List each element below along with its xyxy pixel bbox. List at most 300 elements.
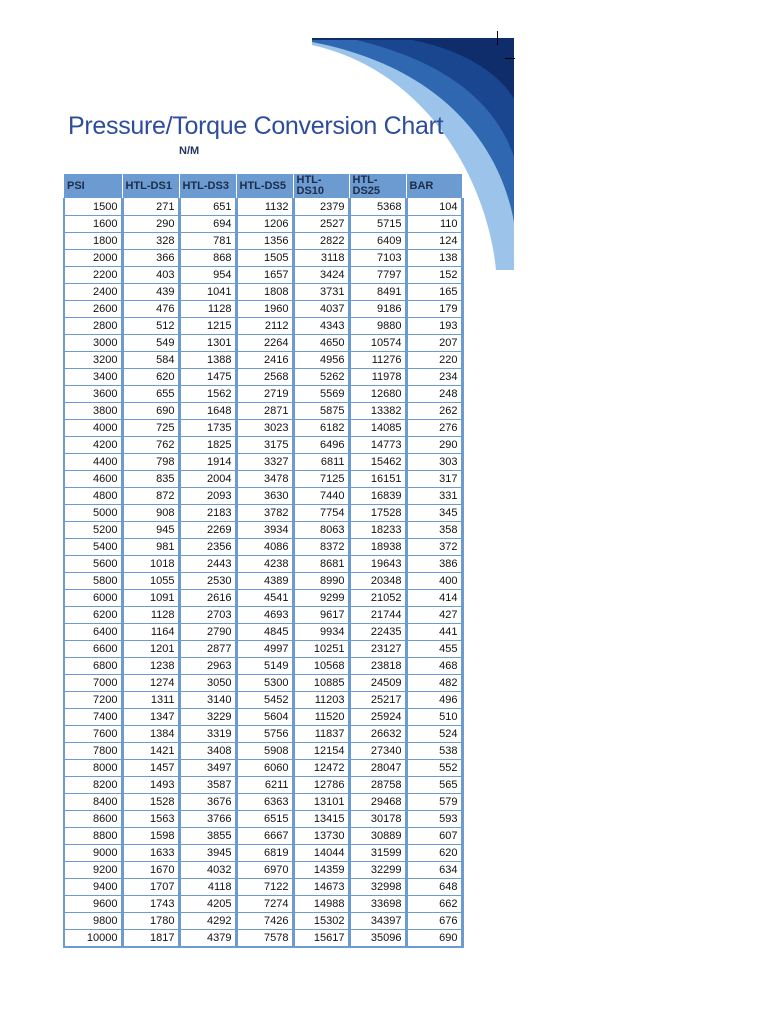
- table-cell: 7578: [236, 930, 293, 948]
- table-cell: 220: [406, 352, 462, 369]
- table-cell: 1817: [122, 930, 179, 948]
- table-cell: 1914: [179, 454, 236, 471]
- table-row: [64, 607, 462, 624]
- table-cell: 6819: [236, 845, 293, 862]
- table-cell: 10574: [349, 335, 406, 352]
- table-cell: 6211: [236, 777, 293, 794]
- table-cell: 565: [406, 777, 462, 794]
- table-cell: 366: [122, 250, 179, 267]
- table-cell: 439: [122, 284, 179, 301]
- table-cell: 1206: [236, 216, 293, 233]
- table-cell: 3200: [64, 352, 122, 369]
- table-cell: 15462: [349, 454, 406, 471]
- table-cell: 4541: [236, 590, 293, 607]
- table-cell: 4693: [236, 607, 293, 624]
- table-cell: 455: [406, 641, 462, 658]
- table-cell: 9600: [64, 896, 122, 913]
- table-cell: 11276: [349, 352, 406, 369]
- table-cell: 110: [406, 216, 462, 233]
- header-htl-ds25: HTL-DS25: [349, 174, 406, 199]
- table-body: [64, 199, 462, 948]
- table-cell: 8600: [64, 811, 122, 828]
- table-row: [64, 403, 462, 420]
- table-cell: 6060: [236, 760, 293, 777]
- table-cell: 3400: [64, 369, 122, 386]
- table-cell: 13101: [293, 794, 349, 811]
- table-cell: 7103: [349, 250, 406, 267]
- table-cell: 5800: [64, 573, 122, 590]
- table-cell: 7400: [64, 709, 122, 726]
- table-cell: 124: [406, 233, 462, 250]
- table-cell: 872: [122, 488, 179, 505]
- table-cell: 4200: [64, 437, 122, 454]
- table-cell: 2000: [64, 250, 122, 267]
- table-cell: 7797: [349, 267, 406, 284]
- table-cell: 694: [179, 216, 236, 233]
- table-cell: 2530: [179, 573, 236, 590]
- table-cell: 403: [122, 267, 179, 284]
- table-cell: 2200: [64, 267, 122, 284]
- table-cell: 10568: [293, 658, 349, 675]
- table-cell: 14988: [293, 896, 349, 913]
- table-cell: 3140: [179, 692, 236, 709]
- table-row: [64, 573, 462, 590]
- table-cell: 3408: [179, 743, 236, 760]
- table-cell: 676: [406, 913, 462, 930]
- table-cell: 3600: [64, 386, 122, 403]
- table-cell: 11837: [293, 726, 349, 743]
- table-cell: 104: [406, 199, 462, 216]
- table-cell: 345: [406, 505, 462, 522]
- table-cell: 165: [406, 284, 462, 301]
- table-cell: 12472: [293, 760, 349, 777]
- table-cell: 1528: [122, 794, 179, 811]
- table-cell: 24509: [349, 675, 406, 692]
- table-cell: 14359: [293, 862, 349, 879]
- table-cell: 5149: [236, 658, 293, 675]
- table-cell: 9400: [64, 879, 122, 896]
- header-htl-ds5: HTL-DS5: [236, 174, 293, 199]
- table-row: [64, 437, 462, 454]
- table-cell: 1825: [179, 437, 236, 454]
- table-row: [64, 386, 462, 403]
- table-cell: 26632: [349, 726, 406, 743]
- table-cell: 331: [406, 488, 462, 505]
- table-cell: 3175: [236, 437, 293, 454]
- table-cell: 3782: [236, 505, 293, 522]
- table-cell: 662: [406, 896, 462, 913]
- table-row: [64, 658, 462, 675]
- table-cell: 6970: [236, 862, 293, 879]
- header-htl-ds10: HTL-DS10: [293, 174, 349, 199]
- table-cell: 5875: [293, 403, 349, 420]
- table-cell: 5200: [64, 522, 122, 539]
- table-cell: 23127: [349, 641, 406, 658]
- table-cell: 6400: [64, 624, 122, 641]
- table-cell: 8990: [293, 573, 349, 590]
- table-cell: 1238: [122, 658, 179, 675]
- table-cell: 5300: [236, 675, 293, 692]
- table-cell: 2871: [236, 403, 293, 420]
- table-row: [64, 913, 462, 930]
- table-row: [64, 896, 462, 913]
- table-cell: 14044: [293, 845, 349, 862]
- table-row: [64, 216, 462, 233]
- table-cell: 4956: [293, 352, 349, 369]
- table-cell: 1800: [64, 233, 122, 250]
- table-row: [64, 318, 462, 335]
- table-cell: 5908: [236, 743, 293, 760]
- table-cell: 3050: [179, 675, 236, 692]
- table-cell: 32299: [349, 862, 406, 879]
- table-row: [64, 556, 462, 573]
- table-cell: 14673: [293, 879, 349, 896]
- table-cell: 1648: [179, 403, 236, 420]
- table-cell: 690: [406, 930, 462, 948]
- table-cell: 2183: [179, 505, 236, 522]
- table-cell: 33698: [349, 896, 406, 913]
- table-cell: 4292: [179, 913, 236, 930]
- table-cell: 1960: [236, 301, 293, 318]
- table-cell: 14773: [349, 437, 406, 454]
- table-cell: 386: [406, 556, 462, 573]
- table-cell: 15617: [293, 930, 349, 948]
- table-cell: 358: [406, 522, 462, 539]
- table-cell: 179: [406, 301, 462, 318]
- table-cell: 512: [122, 318, 179, 335]
- table-cell: 4400: [64, 454, 122, 471]
- table-cell: 1808: [236, 284, 293, 301]
- table-cell: 3855: [179, 828, 236, 845]
- table-cell: 13730: [293, 828, 349, 845]
- table-row: [64, 743, 462, 760]
- table-cell: 4845: [236, 624, 293, 641]
- table-row: [64, 471, 462, 488]
- table-row: [64, 505, 462, 522]
- table-cell: 8372: [293, 539, 349, 556]
- table-cell: 6409: [349, 233, 406, 250]
- table-cell: 7122: [236, 879, 293, 896]
- table-cell: 1563: [122, 811, 179, 828]
- table-cell: 7125: [293, 471, 349, 488]
- table-cell: 248: [406, 386, 462, 403]
- table-cell: 690: [122, 403, 179, 420]
- table-cell: 1384: [122, 726, 179, 743]
- table-row: [64, 301, 462, 318]
- table-cell: 549: [122, 335, 179, 352]
- table-cell: 15302: [293, 913, 349, 930]
- table-cell: 31599: [349, 845, 406, 862]
- table-cell: 4086: [236, 539, 293, 556]
- table-cell: 2527: [293, 216, 349, 233]
- table-cell: 5600: [64, 556, 122, 573]
- table-cell: 290: [122, 216, 179, 233]
- table-row: [64, 233, 462, 250]
- table-cell: 2616: [179, 590, 236, 607]
- table-cell: 8681: [293, 556, 349, 573]
- table-cell: 634: [406, 862, 462, 879]
- table-row: [64, 777, 462, 794]
- table-cell: 8400: [64, 794, 122, 811]
- table-cell: 651: [179, 199, 236, 216]
- table-cell: 1421: [122, 743, 179, 760]
- table-cell: 3731: [293, 284, 349, 301]
- table-cell: 1274: [122, 675, 179, 692]
- table-cell: 4238: [236, 556, 293, 573]
- table-cell: 1128: [179, 301, 236, 318]
- table-cell: 13382: [349, 403, 406, 420]
- table-cell: 138: [406, 250, 462, 267]
- table-row: [64, 267, 462, 284]
- table-row: [64, 624, 462, 641]
- table-cell: 1633: [122, 845, 179, 862]
- table-cell: 4800: [64, 488, 122, 505]
- table-row: [64, 845, 462, 862]
- table-cell: 4118: [179, 879, 236, 896]
- table-row: [64, 828, 462, 845]
- table-cell: 4037: [293, 301, 349, 318]
- table-cell: 3676: [179, 794, 236, 811]
- table-cell: 524: [406, 726, 462, 743]
- table-cell: 1311: [122, 692, 179, 709]
- table-row: [64, 760, 462, 777]
- table-cell: 4032: [179, 862, 236, 879]
- table-cell: 1132: [236, 199, 293, 216]
- table-cell: 5756: [236, 726, 293, 743]
- table-cell: 1493: [122, 777, 179, 794]
- table-cell: 3587: [179, 777, 236, 794]
- page-title: Pressure/Torque Conversion Chart: [68, 112, 444, 140]
- table-cell: 3497: [179, 760, 236, 777]
- table-cell: 9000: [64, 845, 122, 862]
- table-cell: 3478: [236, 471, 293, 488]
- table-cell: 476: [122, 301, 179, 318]
- table-cell: 9880: [349, 318, 406, 335]
- table-row: [64, 539, 462, 556]
- table-cell: 552: [406, 760, 462, 777]
- table-cell: 1598: [122, 828, 179, 845]
- table-cell: 7000: [64, 675, 122, 692]
- table-cell: 9186: [349, 301, 406, 318]
- table-cell: 18233: [349, 522, 406, 539]
- table-cell: 4343: [293, 318, 349, 335]
- table-cell: 8800: [64, 828, 122, 845]
- table-cell: 10885: [293, 675, 349, 692]
- table-row: [64, 284, 462, 301]
- table-cell: 981: [122, 539, 179, 556]
- table-cell: 16151: [349, 471, 406, 488]
- table-cell: 1091: [122, 590, 179, 607]
- header-psi: PSI: [64, 174, 122, 199]
- table-cell: 2093: [179, 488, 236, 505]
- table-cell: 1215: [179, 318, 236, 335]
- table-cell: 2112: [236, 318, 293, 335]
- table-row: [64, 641, 462, 658]
- table-row: [64, 199, 462, 216]
- table-cell: 1475: [179, 369, 236, 386]
- table-cell: 648: [406, 879, 462, 896]
- table-cell: 17528: [349, 505, 406, 522]
- table-row: [64, 420, 462, 437]
- table-cell: 5452: [236, 692, 293, 709]
- table-cell: 1500: [64, 199, 122, 216]
- table-cell: 1743: [122, 896, 179, 913]
- table-cell: 1505: [236, 250, 293, 267]
- table-cell: 655: [122, 386, 179, 403]
- table-cell: 6000: [64, 590, 122, 607]
- table-cell: 21744: [349, 607, 406, 624]
- table-cell: 1735: [179, 420, 236, 437]
- table-cell: 6667: [236, 828, 293, 845]
- table-cell: 271: [122, 199, 179, 216]
- table-cell: 3229: [179, 709, 236, 726]
- table-cell: 11520: [293, 709, 349, 726]
- table-cell: 6515: [236, 811, 293, 828]
- table-cell: 954: [179, 267, 236, 284]
- table-cell: 1041: [179, 284, 236, 301]
- table-cell: 11203: [293, 692, 349, 709]
- table-cell: 4650: [293, 335, 349, 352]
- table-cell: 6182: [293, 420, 349, 437]
- table-cell: 30889: [349, 828, 406, 845]
- table-cell: 13415: [293, 811, 349, 828]
- table-cell: 441: [406, 624, 462, 641]
- table-cell: 510: [406, 709, 462, 726]
- table-cell: 10251: [293, 641, 349, 658]
- table-cell: 234: [406, 369, 462, 386]
- table-cell: 868: [179, 250, 236, 267]
- table-cell: 3000: [64, 335, 122, 352]
- table-cell: 9299: [293, 590, 349, 607]
- table-cell: 5569: [293, 386, 349, 403]
- header-htl-ds3: HTL-DS3: [179, 174, 236, 199]
- table-cell: 3945: [179, 845, 236, 862]
- table-row: [64, 726, 462, 743]
- table-row: [64, 930, 462, 948]
- table-cell: 2400: [64, 284, 122, 301]
- table-cell: 11978: [349, 369, 406, 386]
- table-cell: 23818: [349, 658, 406, 675]
- table-cell: 5604: [236, 709, 293, 726]
- table-cell: 5715: [349, 216, 406, 233]
- table-cell: 400: [406, 573, 462, 590]
- table-cell: 4389: [236, 573, 293, 590]
- table-cell: 2600: [64, 301, 122, 318]
- table-cell: 427: [406, 607, 462, 624]
- table-row: [64, 862, 462, 879]
- table-cell: 12154: [293, 743, 349, 760]
- table-cell: 2004: [179, 471, 236, 488]
- table-cell: 798: [122, 454, 179, 471]
- table-cell: 4379: [179, 930, 236, 948]
- table-cell: 3934: [236, 522, 293, 539]
- table-cell: 2703: [179, 607, 236, 624]
- table-row: [64, 369, 462, 386]
- table-cell: 584: [122, 352, 179, 369]
- table-row: [64, 335, 462, 352]
- table-cell: 3327: [236, 454, 293, 471]
- table-cell: 620: [122, 369, 179, 386]
- table-cell: 9200: [64, 862, 122, 879]
- table-cell: 25924: [349, 709, 406, 726]
- table-cell: 2800: [64, 318, 122, 335]
- table-cell: 6811: [293, 454, 349, 471]
- table-cell: 2379: [293, 199, 349, 216]
- table-cell: 8200: [64, 777, 122, 794]
- crop-mark: [497, 31, 498, 45]
- table-cell: 35096: [349, 930, 406, 948]
- table-cell: 9934: [293, 624, 349, 641]
- table-row: [64, 250, 462, 267]
- table-row: [64, 454, 462, 471]
- table-cell: 4000: [64, 420, 122, 437]
- table-cell: 496: [406, 692, 462, 709]
- table-cell: 193: [406, 318, 462, 335]
- table-cell: 835: [122, 471, 179, 488]
- table-row: [64, 522, 462, 539]
- table-cell: 29468: [349, 794, 406, 811]
- table-cell: 1347: [122, 709, 179, 726]
- unit-label: N/M: [179, 145, 200, 157]
- table-row: [64, 675, 462, 692]
- table-cell: 3630: [236, 488, 293, 505]
- table-cell: 276: [406, 420, 462, 437]
- table-cell: 1356: [236, 233, 293, 250]
- table-cell: 21052: [349, 590, 406, 607]
- table-cell: 2963: [179, 658, 236, 675]
- table-cell: 781: [179, 233, 236, 250]
- table-cell: 12680: [349, 386, 406, 403]
- table-cell: 12786: [293, 777, 349, 794]
- table-cell: 4997: [236, 641, 293, 658]
- table-cell: 7754: [293, 505, 349, 522]
- table-cell: 7200: [64, 692, 122, 709]
- table-cell: 8000: [64, 760, 122, 777]
- header-bar: BAR: [406, 174, 462, 199]
- table-cell: 725: [122, 420, 179, 437]
- table-cell: 1457: [122, 760, 179, 777]
- table-cell: 22435: [349, 624, 406, 641]
- table-cell: 6600: [64, 641, 122, 658]
- table-cell: 20348: [349, 573, 406, 590]
- table-cell: 3118: [293, 250, 349, 267]
- table-cell: 4205: [179, 896, 236, 913]
- table-cell: 16839: [349, 488, 406, 505]
- table-cell: 2568: [236, 369, 293, 386]
- table-cell: 14085: [349, 420, 406, 437]
- table-cell: 1600: [64, 216, 122, 233]
- table-cell: 5000: [64, 505, 122, 522]
- table-cell: 1780: [122, 913, 179, 930]
- table-cell: 1657: [236, 267, 293, 284]
- table-row: [64, 488, 462, 505]
- table-row: [64, 811, 462, 828]
- table-cell: 290: [406, 437, 462, 454]
- table-row: [64, 794, 462, 811]
- table-cell: 1128: [122, 607, 179, 624]
- table-cell: 2790: [179, 624, 236, 641]
- header-htl-ds1: HTL-DS1: [122, 174, 179, 199]
- table-cell: 6496: [293, 437, 349, 454]
- table-cell: 10000: [64, 930, 122, 948]
- table-row: [64, 352, 462, 369]
- table-cell: 2356: [179, 539, 236, 556]
- table-cell: 3023: [236, 420, 293, 437]
- table-cell: 7800: [64, 743, 122, 760]
- table-row: [64, 692, 462, 709]
- table-cell: 6200: [64, 607, 122, 624]
- table-cell: 207: [406, 335, 462, 352]
